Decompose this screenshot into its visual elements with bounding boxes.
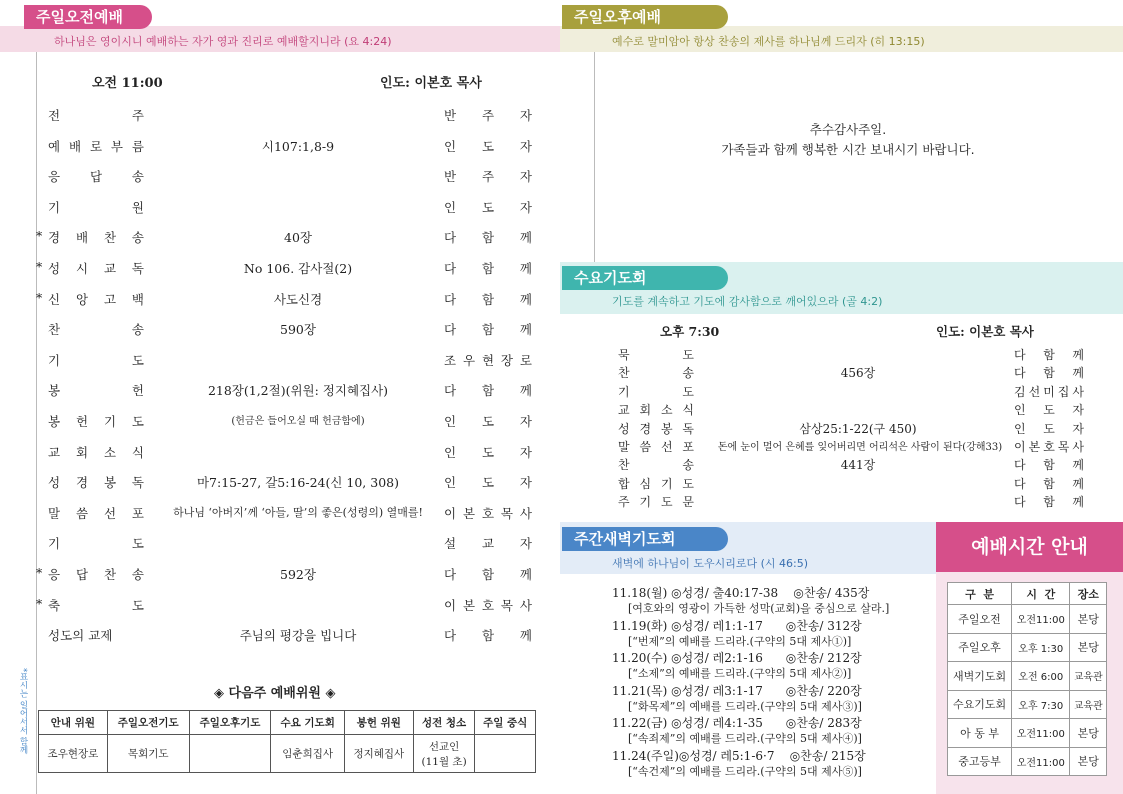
- wednesday-item-content: 441장: [840, 458, 876, 473]
- standing-mark: *: [36, 259, 43, 274]
- service-row: [40, 198, 560, 228]
- times-cell: 본당: [1070, 719, 1107, 748]
- service-item-content: 592장: [280, 567, 316, 582]
- service-item-content: No 106. 감사절(2): [243, 261, 353, 276]
- wednesday-time: 오후 7:30: [660, 324, 720, 339]
- dawn-entry: [612, 619, 862, 649]
- volunteer-table: [38, 710, 536, 773]
- volunteer-header: 주일 중식: [475, 711, 536, 735]
- service-row: [40, 106, 560, 136]
- dawn-entry-line: 11.21(목) ◎성경/ 레3:1-17 ◎찬송/ 220장: [612, 683, 862, 698]
- service-item-name: 찬 송: [48, 322, 144, 338]
- volunteer-header: 성전 청소: [413, 711, 475, 735]
- service-item-name: 성도의 교제: [48, 628, 113, 644]
- times-row: [948, 662, 1107, 691]
- times-row: [948, 633, 1107, 662]
- center-fold-line: [594, 52, 595, 262]
- wednesday-row: [618, 456, 1088, 474]
- dawn-entry-line: 11.24(주일)◎성경/ 레5:1-6·7 ◎찬송/ 215장: [612, 748, 866, 763]
- service-item-content: 40장: [284, 230, 312, 246]
- service-item-content: 주님의 평강을 빕니다: [239, 628, 357, 644]
- standing-mark: *: [36, 595, 43, 611]
- wednesday-item-content: 456장: [840, 366, 876, 381]
- wednesday-item-name: 주 기 도 문: [618, 495, 694, 510]
- standing-mark: *: [36, 565, 43, 580]
- service-item-leader: 다 함 께: [444, 291, 532, 307]
- wednesday-row: [618, 346, 1088, 364]
- service-item-content: 시107:1,8-9: [261, 138, 335, 154]
- wednesday-item-leader: 다 함 께: [1014, 476, 1084, 491]
- service-item-leader: 다 함 께: [444, 567, 532, 582]
- service-row: [40, 320, 560, 350]
- service-item-leader: 인 도 자: [444, 475, 532, 491]
- standing-note: *표시는 일어서서 함께: [18, 668, 28, 755]
- wednesday-row: [618, 493, 1088, 511]
- times-header: 구 분: [948, 583, 1012, 605]
- wednesday-item-name: 찬 송: [618, 366, 694, 381]
- wednesday-row: [618, 383, 1088, 401]
- service-row: [40, 351, 560, 381]
- wednesday-item-name: 말 씀 선 포: [618, 440, 694, 454]
- wednesday-item-leader: 다 함 께: [1014, 348, 1084, 362]
- volunteer-header: 안내 위원: [39, 711, 108, 735]
- wednesday-item-leader: 다 함 께: [1014, 495, 1084, 510]
- service-row: [40, 443, 560, 473]
- dawn-entry: [612, 684, 862, 714]
- service-item-name: 응 답 찬 송: [48, 567, 144, 582]
- afternoon-message-2: 가족들과 함께 행복한 시간 보내시기 바랍니다.: [721, 142, 975, 157]
- wednesday-row: [618, 438, 1088, 456]
- times-cell: 오전 6:00: [1012, 662, 1070, 691]
- times-cell: 교육관: [1070, 662, 1107, 691]
- volunteer-cell: [189, 735, 271, 773]
- times-cell: 오후 1:30: [1012, 633, 1070, 662]
- service-item-content: 마7:15-27, 갈5:16-24(신 10, 308): [196, 475, 399, 491]
- service-item-name: 기 도: [48, 352, 144, 368]
- wednesday-verse: 기도를 계속하고 기도에 감사함으로 깨어있으라 (골 4:2): [612, 295, 883, 308]
- times-cell: 오후 7:30: [1012, 690, 1070, 719]
- dawn-title: 주간새벽기도회: [562, 527, 728, 551]
- times-header: 장소: [1070, 583, 1107, 605]
- service-row: [40, 504, 560, 534]
- morning-time: 오전 11:00: [92, 76, 163, 91]
- service-item-name: 봉 헌: [48, 383, 144, 399]
- volunteer-header: 주일오후기도: [189, 711, 271, 735]
- wednesday-item-content: 돈에 눈이 멀어 은혜를 잊어버리면 어리석은 사람이 된다(강해33): [717, 442, 1003, 453]
- wednesday-item-name: 합 심 기 도: [618, 476, 694, 491]
- times-cell: 본당: [1070, 747, 1107, 776]
- times-cell: 주일오후: [948, 633, 1012, 662]
- morning-leader: 인도: 이본호 목사: [380, 76, 482, 91]
- wednesday-row: [618, 401, 1088, 419]
- afternoon-verse: 예수로 말미암아 항상 찬송의 제사를 하나님께 드리자 (히 13:15): [612, 35, 925, 48]
- times-cell: 오전11:00: [1012, 605, 1070, 634]
- dawn-entry-line: 11.19(화) ◎성경/ 레1:1-17 ◎찬송/ 312장: [612, 618, 862, 633]
- service-row: [40, 534, 560, 564]
- wednesday-title: 수요기도회: [562, 266, 728, 290]
- service-item-name: 봉 헌 기 도: [48, 414, 144, 429]
- service-item-leader: 인 도 자: [444, 444, 532, 460]
- wednesday-row: [618, 475, 1088, 493]
- service-item-leader: 이 본 호 목 사: [444, 505, 532, 521]
- service-item-leader: 다 함 께: [444, 383, 532, 399]
- service-row: [36, 289, 560, 320]
- service-item-name: 경 배 찬 송: [48, 230, 144, 246]
- wednesday-item-leader: 다 함 께: [1014, 366, 1084, 381]
- volunteer-header: 수요 기도회: [271, 711, 345, 735]
- service-item-name: 교 회 소 식: [48, 444, 144, 460]
- service-item-leader: 인 도 자: [444, 199, 532, 215]
- service-item-name: 성 시 교 독: [48, 261, 144, 276]
- service-item-leader: 다 함 께: [444, 230, 532, 246]
- service-item-content: 218장(1,2절)(위원: 정지혜집사): [207, 383, 389, 399]
- service-item-name: 말 씀 선 포: [48, 505, 144, 521]
- service-row: [40, 167, 560, 197]
- dawn-entry-theme: [“속건제”의 예배를 드리라.(구약의 5대 제사⑤)]: [628, 764, 862, 778]
- service-item-leader: 다 함 께: [444, 261, 532, 276]
- wednesday-item-name: 성 경 봉 독: [618, 421, 694, 436]
- dawn-entry-theme: [“속죄제”의 예배를 드리라.(구약의 5대 제사④)]: [628, 732, 862, 745]
- dawn-entry-theme: [“번제”의 예배를 드리라.(구약의 5대 제사①)]: [628, 634, 852, 648]
- times-row: [948, 690, 1107, 719]
- volunteer-header: 주일오전기도: [107, 711, 189, 735]
- volunteer-header: 봉헌 위원: [344, 711, 413, 735]
- standing-mark: *: [36, 289, 43, 305]
- service-row: [40, 381, 560, 411]
- dawn-entry: [612, 651, 862, 681]
- service-row: [36, 565, 560, 595]
- volunteer-cell: 조우현장로: [39, 735, 108, 773]
- service-item-content: 하나님 ‘아버지’께 ‘아들, 딸’의 좋은(성령의) 열매를!: [173, 505, 423, 519]
- volunteer-cell: 임춘희집사: [271, 735, 345, 773]
- times-cell: 새벽기도회: [948, 662, 1012, 691]
- times-row: [948, 605, 1107, 634]
- wednesday-item-name: 기 도: [618, 384, 694, 399]
- service-item-name: 신 앙 고 백: [48, 291, 144, 307]
- wednesday-item-leader: 김 선 미 집 사: [1014, 384, 1084, 399]
- service-row: [36, 595, 560, 626]
- service-row: [40, 137, 560, 167]
- service-item-leader: 다 함 께: [444, 628, 532, 644]
- service-item-leader: 설 교 자: [444, 536, 532, 552]
- dawn-entry-line: 11.22(금) ◎성경/ 레4:1-35 ◎찬송/ 283장: [612, 716, 862, 730]
- service-row: [40, 626, 560, 656]
- wednesday-row: [618, 364, 1088, 382]
- wednesday-item-name: 묵 도: [618, 348, 694, 362]
- dawn-entry: [612, 586, 889, 616]
- dawn-entry-line: 11.20(수) ◎성경/ 레2:1-16 ◎찬송/ 212장: [612, 651, 862, 665]
- dawn-verse: 새벽에 하나님이 도우시리로다 (시 46:5): [612, 557, 809, 570]
- wednesday-item-name: 교 회 소 식: [618, 403, 694, 418]
- dawn-entry-theme: [“소제”의 예배를 드리라.(구약의 5대 제사②)]: [628, 667, 852, 680]
- times-cell: 수요기도회: [948, 690, 1012, 719]
- dawn-entry-theme: [여호와의 영광이 가득한 성막(교회)을 중심으로 살라.]: [628, 602, 890, 615]
- volunteer-cell: 정지혜집사: [344, 735, 413, 773]
- wednesday-item-leader: 다 함 께: [1014, 458, 1084, 473]
- service-item-leader: 반 주 자: [444, 169, 532, 185]
- volunteer-cell: [475, 735, 536, 773]
- standing-mark: *: [36, 228, 43, 244]
- afternoon-title: 주일오후예배: [562, 5, 728, 29]
- volunteer-cell: 선교인 (11월 초): [413, 735, 475, 773]
- service-item-name: 전 주: [48, 108, 144, 123]
- service-item-leader: 반 주 자: [444, 108, 532, 123]
- service-item-name: 기 원: [48, 199, 144, 215]
- times-cell: 오전11:00: [1012, 719, 1070, 748]
- service-item-leader: 다 함 께: [444, 322, 532, 338]
- times-cell: 중고등부: [948, 747, 1012, 776]
- morning-verse: 하나님은 영이시니 예배하는 자가 영과 진리로 예배할지니라 (요 4:24): [54, 35, 392, 48]
- service-item-name: 예 배 로 부 름: [48, 138, 144, 154]
- service-item-leader: 이 본 호 목 사: [444, 597, 532, 613]
- times-cell: 교육관: [1070, 690, 1107, 719]
- wednesday-item-leader: 인 도 자: [1014, 421, 1084, 436]
- times-cell: 오전11:00: [1012, 747, 1070, 776]
- service-item-leader: 인 도 자: [444, 414, 532, 429]
- service-times-table: [947, 582, 1107, 776]
- guide-title: 예배시간 안내: [971, 536, 1088, 558]
- dawn-entry-theme: [“화목제”의 예배를 드리라.(구약의 5대 제사③)]: [628, 699, 862, 713]
- wednesday-row: [618, 420, 1088, 438]
- service-item-name: 응 답 송: [48, 169, 144, 185]
- times-cell: 본당: [1070, 605, 1107, 634]
- wednesday-item-leader: 인 도 자: [1014, 403, 1084, 418]
- wednesday-item-leader: 이 본 호 목 사: [1014, 440, 1084, 454]
- afternoon-message-1: 추수감사주일.: [809, 122, 887, 137]
- service-item-leader: 인 도 자: [444, 138, 532, 154]
- morning-title: 주일오전예배: [24, 5, 152, 29]
- service-item-content: (헌금은 들어오실 때 헌금함에): [231, 416, 365, 427]
- times-row: [948, 747, 1107, 776]
- service-row: [36, 259, 560, 289]
- dawn-entry-line: 11.18(월) ◎성경/ 출40:17-38 ◎찬송/ 435장: [612, 586, 870, 600]
- service-row: [36, 228, 560, 258]
- service-item-name: 성 경 봉 독: [48, 475, 144, 491]
- volunteer-cell: 목회기도: [107, 735, 189, 773]
- dawn-entry: [612, 716, 862, 746]
- service-item-name: 기 도: [48, 536, 144, 552]
- dawn-entry: [612, 749, 866, 779]
- service-row: [40, 473, 560, 503]
- wednesday-item-content: 삼상25:1-22(구 450): [799, 421, 917, 436]
- service-row: [40, 412, 560, 442]
- service-item-name: 축 도: [48, 597, 144, 613]
- service-item-leader: 조 우 현 장 로: [444, 352, 532, 368]
- times-cell: 주일오전: [948, 605, 1012, 634]
- times-header: 시 간: [1012, 583, 1070, 605]
- service-item-content: 590장: [280, 322, 316, 338]
- times-cell: 본당: [1070, 633, 1107, 662]
- left-margin-line: [36, 52, 37, 794]
- service-item-content: 사도신경: [273, 291, 323, 307]
- times-cell: 아 동 부: [948, 719, 1012, 748]
- next-week-title: ◈ 다음주 예배위원 ◈: [214, 686, 336, 701]
- wednesday-item-name: 찬 송: [618, 458, 694, 473]
- times-row: [948, 719, 1107, 748]
- wednesday-leader: 인도: 이본호 목사: [936, 324, 1034, 339]
